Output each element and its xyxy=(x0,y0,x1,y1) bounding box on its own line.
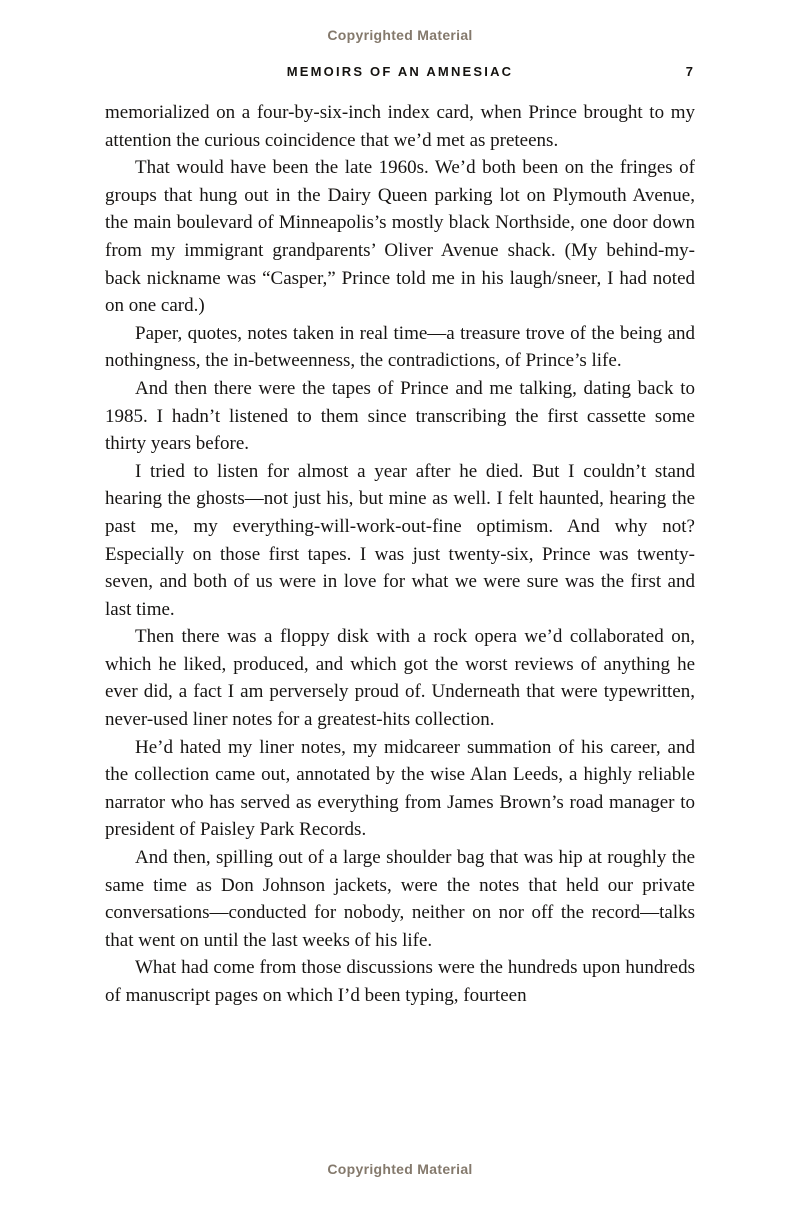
body-paragraph: Then there was a floppy disk with a rock opera we’d collaborated on, which he liked, produced, and which got the worst reviews of anything he ever did, a fact I am perversely proud of. Underneath that were typewritten, never-used liner notes for a greatest-hits collection. xyxy=(105,626,695,731)
copyright-notice-bottom: Copyrighted Material xyxy=(327,1161,473,1177)
running-header xyxy=(105,64,695,82)
body-paragraph: Paper, quotes, notes taken in real time—a treasure trove of the being and nothingness, the in-betweenness, the contradictions, of Prince’s life. xyxy=(105,322,695,372)
body-paragraph: What had come from those discussions were the hundreds upon hundreds of manuscript pages on which I’d been typing, fourteen xyxy=(105,957,695,1006)
body-paragraph: He’d hated my liner notes, my midcareer summation of his career, and the collection came out, annotated by the wise Alan Leeds, a highly reliable narrator who has served as everything from James Brown’s road manager to president of Paisley Park Records. xyxy=(105,736,695,841)
body-paragraph: That would have been the late 1960s. We’d both been on the fringes of groups that hung out in the Dairy Queen parking lot on Plymouth Avenue, the main boulevard of Minneapolis’s mostly black Northside, one door down from my immigrant grandparents’ Oliver Avenue shack. (My behind-my-back nickname was “Casper,” Prince told me in his laugh/sneer, I had noted on one card.) xyxy=(105,157,695,317)
body-text xyxy=(105,99,695,1010)
body-paragraph: And then there were the tapes of Prince and me talking, dating back to 1985. I hadn’t listened to them since transcribing the first cassette some thirty years before. xyxy=(105,377,695,455)
copyright-notice-top: Copyrighted Material xyxy=(327,27,473,43)
body-paragraph: I tried to listen for almost a year after he died. But I couldn’t stand hearing the ghosts—not just his, but mine as well. I felt haunted, hearing the past me, my everything-will-work-out-fine optimism. And why not? Especially on those first tapes. I was just twenty-six, Prince was twenty-seven, and both of us were in love for what we were sure was the first and last time. xyxy=(105,460,695,620)
body-paragraph: And then, spilling out of a large shoulder bag that was hip at roughly the same time as Don Johnson jackets, were the notes that held our private conversations—conducted for nobody, neither on nor off the record—talks that went on until the last weeks of his life. xyxy=(105,847,695,951)
page-number: 7 xyxy=(685,64,693,79)
running-header-title: MEMOIRS OF AN AMNESIAC xyxy=(286,64,514,79)
body-paragraph: memorialized on a four-by-six-inch index card, when Prince brought to my attention the curious coincidence that we’d met as preteens. xyxy=(105,102,695,151)
